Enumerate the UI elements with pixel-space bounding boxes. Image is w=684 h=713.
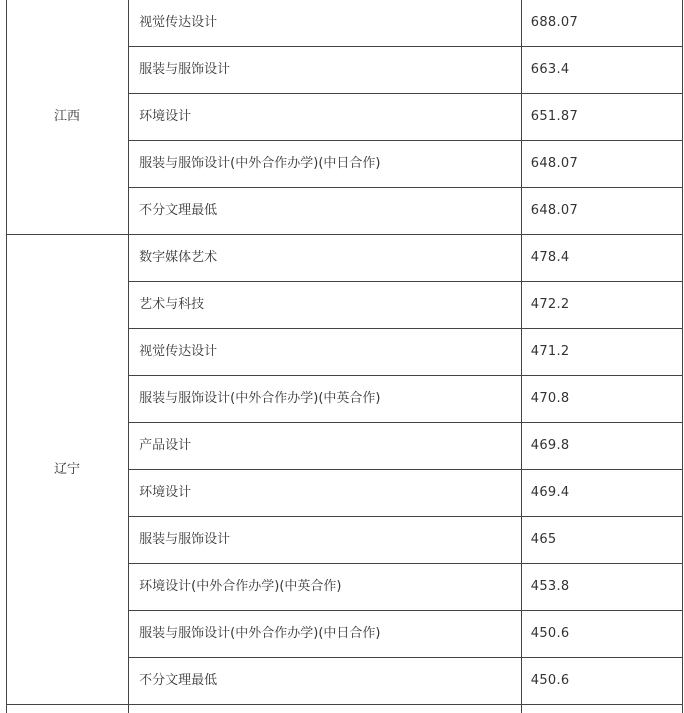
province-cell: 辽宁 — [7, 235, 129, 705]
score-cell: 470.8 — [521, 376, 682, 423]
major-cell: 环境设计(中外合作办学)(中英合作) — [129, 564, 522, 611]
major-cell: 视觉传达设计 — [129, 329, 522, 376]
major-cell: 数字媒体艺术 — [129, 235, 522, 282]
major-cell: 不分文理最低 — [129, 658, 522, 705]
score-cell: 688.07 — [521, 0, 682, 47]
score-cell: 472.2 — [521, 282, 682, 329]
score-cell: 648.07 — [521, 188, 682, 235]
score-cell: 651.87 — [521, 94, 682, 141]
major-cell: 服装与服饰设计(中外合作办学)(中日合作) — [129, 141, 522, 188]
major-cell: 环境设计 — [129, 94, 522, 141]
table-cell-partial — [129, 705, 522, 713]
score-cell: 648.07 — [521, 141, 682, 188]
major-cell: 产品设计 — [129, 423, 522, 470]
score-cell: 469.4 — [521, 470, 682, 517]
major-cell: 服装与服饰设计(中外合作办学)(中日合作) — [129, 611, 522, 658]
major-cell: 视觉传达设计 — [129, 0, 522, 47]
table-row — [7, 235, 683, 282]
table-row — [7, 0, 683, 47]
score-cell: 471.2 — [521, 329, 682, 376]
major-cell: 艺术与科技 — [129, 282, 522, 329]
table-cell-partial — [7, 705, 129, 713]
major-cell: 服装与服饰设计(中外合作办学)(中英合作) — [129, 376, 522, 423]
province-cell: 江西 — [7, 0, 129, 235]
major-cell: 不分文理最低 — [129, 188, 522, 235]
score-cell: 478.4 — [521, 235, 682, 282]
score-cell: 453.8 — [521, 564, 682, 611]
major-cell: 服装与服饰设计 — [129, 517, 522, 564]
major-cell: 服装与服饰设计 — [129, 47, 522, 94]
admission-score-table — [6, 0, 683, 713]
major-cell: 环境设计 — [129, 470, 522, 517]
table-cell-partial — [521, 705, 682, 713]
score-cell: 663.4 — [521, 47, 682, 94]
score-cell: 450.6 — [521, 658, 682, 705]
score-cell: 450.6 — [521, 611, 682, 658]
table-row-partial — [7, 705, 683, 713]
table-body — [7, 0, 683, 713]
score-cell: 469.8 — [521, 423, 682, 470]
score-cell: 465 — [521, 517, 682, 564]
